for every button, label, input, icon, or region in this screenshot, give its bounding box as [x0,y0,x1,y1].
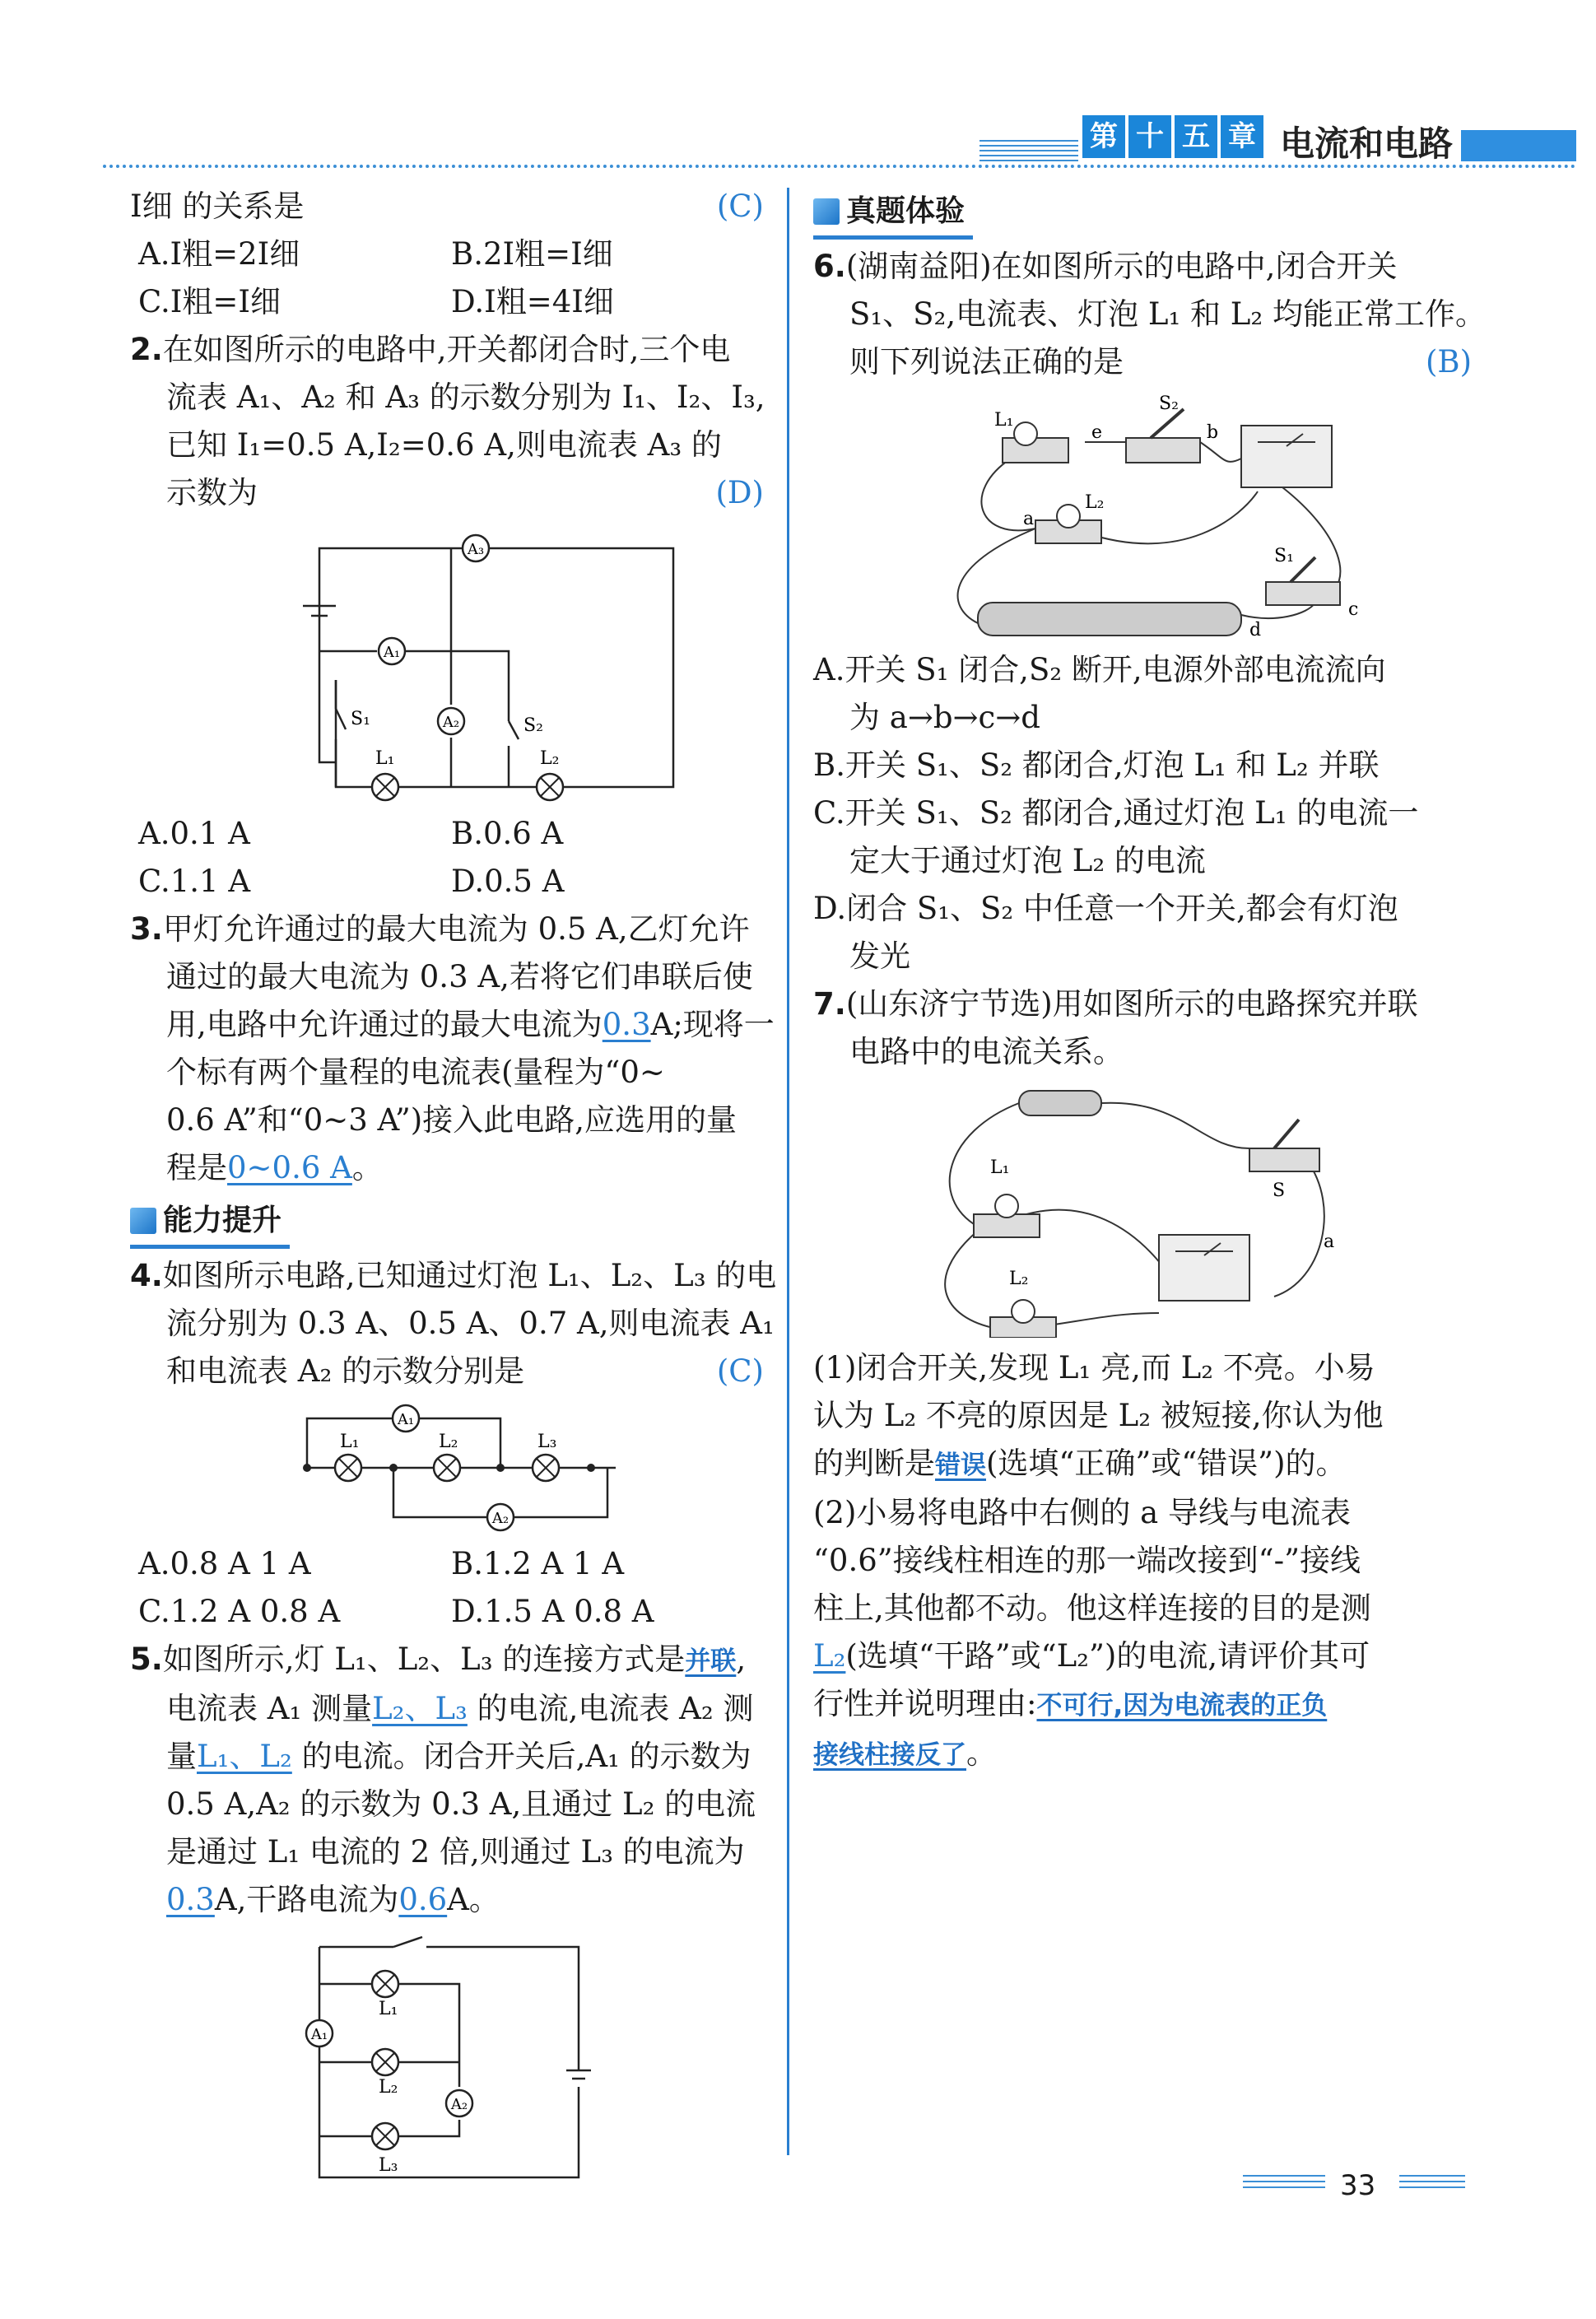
q2-circuit-diagram [130,524,764,803]
q6-apparatus-illustration [813,393,1472,640]
q3-text: A;现将一 [650,1007,775,1042]
q5-answer-a1: L₂、L₃ [372,1691,468,1726]
label-a2: A₂ [450,2096,468,2113]
q4-text: 和电流表 A₂ 的示数分别是 [166,1353,525,1389]
book-icon [813,198,840,225]
q6-option-d-cont: 发光 [849,938,910,974]
section-heading-real [813,188,973,240]
q7-part2 [813,1730,1472,1779]
q2-option-c: C.1.1 A [138,864,251,899]
q5-answer-connection: 并联 [685,1646,737,1676]
label-l1: L₁ [340,1432,360,1452]
q5-line [130,1685,764,1733]
q7-part2 [813,1680,1472,1730]
q6-text: (湖南益阳)在如图所示的电路中,闭合开关 [845,249,1398,284]
q5-line: 0.5 A,A₂ 的示数为 0.3 A,且通过 L₂ 的电流 [166,1786,756,1822]
q4-options-row [130,1540,764,1588]
q6-option-b: B.开关 S₁、S₂ 都闭合,灯泡 L₁ 和 L₂ 并联 [813,747,1380,783]
book-icon [130,1208,156,1234]
q5-text: A。 [447,1882,500,1917]
label-s2: S₂ [523,715,543,736]
q6-lamp-l2 [1057,505,1080,528]
chapter-char: 第 [1082,115,1125,158]
column-divider [787,188,789,2155]
q1-option-b: B.2I粗=I细 [451,236,613,272]
q2-line [130,469,764,517]
q2-line: 流表 A₁、A₂ 和 A₃ 的示数分别为 I₁、I₂、I₃, [166,380,765,415]
q3-line [130,1144,764,1192]
label-l1: L₁ [375,748,395,769]
label-a1: A₁ [310,2026,328,2043]
q7-answer-reason-cont: 接线柱接反了 [813,1740,966,1770]
q7-part1: (1)闭合开关,发现 L₁ 亮,而 L₂ 不亮。小易 [813,1350,1375,1385]
label-b: b [1207,422,1219,443]
q7-lamp-l2 [1012,1300,1035,1323]
right-column [813,183,1486,1779]
q4-circuit-diagram [130,1402,764,1534]
q7-line: 电路中的电流关系。 [849,1034,1124,1069]
q4-option-c: C.1.2 A 0.8 A [138,1594,341,1629]
label-l1: L₁ [994,410,1014,431]
q1-answer: (C) [716,189,764,224]
header-stripes [979,140,1078,163]
q6-lamp-l1 [1014,422,1037,445]
label-l2: L₂ [1085,492,1105,513]
q5-line [130,1636,764,1685]
left-column [130,183,777,2200]
q7-number: 7. [813,986,846,1022]
chapter-badge [1082,115,1263,158]
q2-option-d: D.0.5 A [451,864,565,899]
q3-answer-range: 0~0.6 A [227,1150,352,1185]
q5-circuit-diagram [130,1930,764,2194]
q5-text: 量 [166,1739,197,1774]
q4-text: 如图所示电路,已知通过灯泡 L₁、L₂、L₃ 的电 [162,1258,777,1293]
label-a2: A₂ [442,714,460,731]
q3-line [130,1001,775,1049]
q2-line [130,326,764,374]
q2-wire [319,548,673,787]
label-l2: L₂ [540,748,560,769]
label-l3: L₃ [379,2155,398,2176]
label-s1: S₁ [351,709,370,729]
q5-text: 如图所示,灯 L₁、L₂、L₃ 的连接方式是 [162,1641,686,1677]
q7-switch [1249,1148,1319,1171]
q5-text: 电流表 A₁ 测量 [166,1691,373,1726]
q7-text: 行性并说明理由: [813,1686,1037,1721]
q6-ammeter [1241,426,1332,487]
q5-text: 的电流。闭合开关后,A₁ 的示数为 [291,1739,751,1774]
q2-options-row [130,858,764,906]
label-s1: S₁ [1274,546,1294,566]
section-title: 能力提升 [163,1204,282,1237]
q4-option-d: D.1.5 A 0.8 A [451,1594,654,1629]
label-a3: A₃ [467,541,485,558]
q3-line: 个标有两个量程的电流表(量程为“0~ [166,1055,665,1090]
footer-stripes-left [1243,2175,1325,2191]
label-l2: L₂ [379,2077,398,2098]
q2-options-row [130,810,764,858]
label-c: c [1348,599,1359,620]
q7-part2: 柱上,其他都不动。他这样连接的目的是测 [813,1590,1371,1626]
q7-apparatus-illustration [813,1083,1472,1338]
q2-number: 2. [130,332,163,367]
label-a1: A₁ [383,644,401,661]
q3-line: 通过的最大电流为 0.3 A,若将它们串联后使 [166,959,753,994]
label-e: e [1091,422,1103,443]
q4-option-a: A.0.8 A 1 A [138,1546,311,1581]
label-l2: L₂ [1009,1269,1029,1289]
q5-number: 5. [130,1641,163,1677]
q3-text: 。 [351,1150,383,1185]
q7-answer-measure: L₂ [813,1638,846,1674]
chapter-char: 五 [1175,115,1217,158]
q7-part1: 认为 L₂ 不亮的原因是 L₂ 被短接,你认为他 [813,1398,1384,1433]
q4-number: 4. [130,1258,163,1293]
q5-answer-l3: 0.3 [166,1882,215,1917]
q6-answer: (B) [1425,344,1472,380]
q4-options-row [130,1588,764,1636]
label-a: a [1324,1232,1335,1252]
q3-text: 程是 [166,1150,227,1185]
q2-text: 示数为 [166,475,258,510]
q5-text: A,干路电流为 [214,1882,399,1917]
q1-stem: I细 的关系是 [130,189,305,224]
q5-text: 的电流,电流表 A₂ 测 [467,1691,754,1726]
q3-text: 甲灯允许通过的最大电流为 0.5 A,乙灯允许 [162,911,750,947]
q6-switch-s2 [1126,438,1200,463]
q6-option-a: A.开关 S₁ 闭合,S₂ 断开,电源外部电流流向 [813,652,1386,687]
q4-line [130,1252,777,1300]
q6-text: 则下列说法正确的是 [849,344,1124,380]
q2-option-b: B.0.6 A [451,816,564,851]
q7-answer-reason: 不可行,因为电流表的正负 [1036,1691,1328,1721]
q7-ammeter [1159,1235,1249,1301]
q2-line: 已知 I₁=0.5 A,I₂=0.6 A,则电流表 A₃ 的 [166,427,722,463]
q6-line [813,243,1472,291]
q2-option-a: A.0.1 A [138,816,250,851]
label-d: d [1249,620,1262,640]
q7-part2: “0.6”接线柱相连的那一端改接到“-”接线 [813,1543,1361,1578]
q1-tail [130,183,764,231]
q7-part1 [813,1440,1472,1489]
q4-option-b: B.1.2 A 1 A [451,1546,625,1581]
q5-battery [566,2070,591,2079]
q7-line [813,980,1472,1028]
chapter-char: 十 [1128,115,1171,158]
label-l2: L₂ [439,1432,458,1452]
q7-text: 。 [966,1735,997,1771]
q5-answer-a2: L₁、L₂ [197,1739,292,1774]
label-s: S [1273,1180,1286,1201]
q2-switch-s1 [336,709,346,762]
q7-text: (选填“干路”或“L₂”)的电流,请评价其可 [845,1638,1370,1674]
q6-line [813,338,1472,386]
label-a1: A₁ [397,1411,415,1428]
q4-line: 流分别为 0.3 A、0.5 A、0.7 A,则电流表 A₁ [166,1306,775,1341]
q7-text: (选填“正确”或“错误”)的。 [986,1446,1347,1481]
q7-text: (山东济宁节选)用如图所示的电路探究并联 [845,986,1418,1022]
q6-option-c-cont: 定大于通过灯泡 L₂ 的电流 [849,843,1206,878]
q3-answer-max-current: 0.3 [602,1007,651,1042]
q7-part2 [813,1632,1472,1680]
q3-number: 3. [130,911,163,947]
chapter-char: 章 [1221,115,1263,158]
q6-option-d: D.闭合 S₁、S₂ 中任意一个开关,都会有灯泡 [813,891,1398,926]
q6-option-c: C.开关 S₁、S₂ 都闭合,通过灯泡 L₁ 的电流一 [813,795,1419,831]
section-heading-ability [130,1197,290,1249]
q2-answer: (D) [715,475,764,510]
q3-text: 用,电路中允许通过的最大电流为 [166,1007,603,1042]
q6-line: S₁、S₂,电流表、灯泡 L₁ 和 L₂ 均能正常工作。 [849,296,1486,332]
header-bar [1461,130,1576,161]
q2-switch-s2 [509,721,519,746]
label-s2: S₂ [1159,393,1179,414]
q2-text: 在如图所示的电路中,开关都闭合时,三个电 [162,332,731,367]
q3-line: 0.6 A”和“0~3 A”)接入此电路,应选用的量 [166,1102,737,1138]
chapter-title: 电流和电路 [1280,123,1454,164]
page-number: 33 [1340,2169,1376,2202]
section-title: 真题体验 [846,194,966,228]
label-a2: A₂ [491,1510,510,1527]
q5-answer-total: 0.6 [398,1882,448,1917]
q7-battery [1019,1091,1101,1115]
q1-option-c: C.I粗=I细 [138,284,281,319]
q5-line [130,1733,764,1781]
q1-options-row [130,278,764,326]
q7-text: 的判断是 [813,1446,935,1481]
q6-battery [978,603,1241,636]
q6-lamp-l1-base [1003,438,1068,463]
label-l3: L₃ [537,1432,557,1452]
q1-option-d: D.I粗=4I细 [451,284,614,319]
q1-options-row [130,231,764,278]
q5-text: , [736,1641,747,1677]
q1-option-a: A.I粗=2I细 [138,236,300,272]
q6-number: 6. [813,249,846,284]
q3-line [130,906,764,953]
q7-answer-judgement: 错误 [935,1451,986,1480]
q7-part2: (2)小易将电路中右侧的 a 导线与电流表 [813,1495,1351,1530]
q4-line [130,1348,764,1395]
label-l1: L₁ [379,1999,398,2019]
q5-line: 是通过 L₁ 电流的 2 倍,则通过 L₃ 的电流为 [166,1834,745,1870]
q7-lamp-l1 [995,1194,1018,1218]
q4-answer: (C) [716,1353,764,1389]
footer-stripes-right [1399,2175,1465,2191]
label-l1: L₁ [990,1157,1010,1178]
q5-switch [393,1937,422,1947]
q6-option-a-cont: 为 a→b→c→d [849,700,1040,735]
q5-line [130,1876,764,1924]
label-a: a [1023,509,1035,529]
q6-switch-s1 [1266,582,1340,605]
